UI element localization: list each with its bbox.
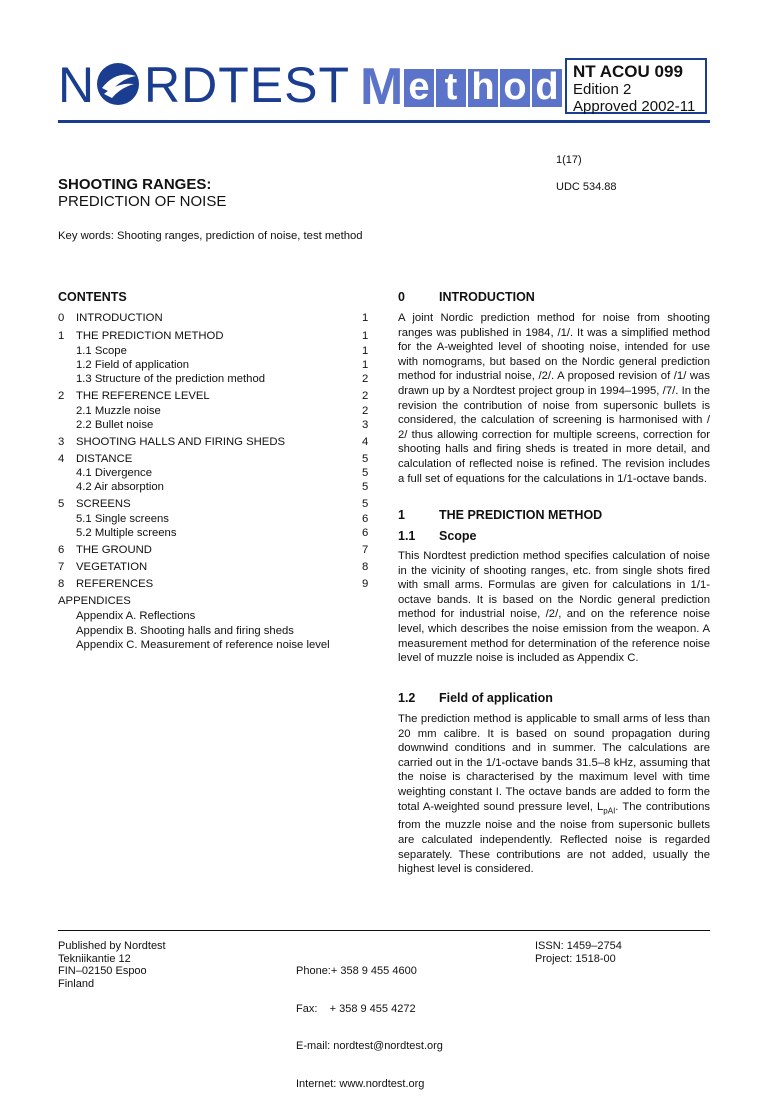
footer-issn-line: ISSN: 1459–2754 bbox=[535, 940, 622, 952]
method-letter-m: M bbox=[360, 58, 404, 116]
intro-paragraph: A joint Nordic prediction method for noise from shooting ranges was published in 1984, /1/. It was a simplified method for the A-weighted level of shooting noise, intended for use with nomograms, but based on the Nordic general prediction method for industrial noise, /2/. A proposed revision of /1/ was drawn up by a Nordtest project group in 1994–1995, /7/. In the revision the contribution of noise from supersonic bullets is considered, the calculation of screening is harmonised with / 2/ thus allowing correction for multiple screens, correction for shooting halls and firing sheds is treated in more detail, and calculation of reflected noise is refined. The revision includes a full set of equations for the calculations in 1/1-octave bands. bbox=[398, 312, 710, 485]
toc-number: 4 bbox=[58, 453, 65, 465]
toc-item-label: REFERENCES bbox=[76, 578, 154, 590]
toc-number: 1 bbox=[58, 330, 65, 342]
method-letter: h bbox=[468, 69, 498, 107]
footer-line: Tekniikantie 12 bbox=[58, 952, 131, 965]
toc-page-number: 1 bbox=[362, 330, 369, 342]
footer-line: Published by Nordtest bbox=[58, 940, 166, 952]
intro-heading: INTRODUCTION bbox=[439, 290, 535, 304]
toc-item-label: INTRODUCTION bbox=[76, 312, 163, 324]
field-heading: Field of application bbox=[439, 691, 553, 705]
document-code: NT ACOU 099 bbox=[573, 62, 683, 81]
contents-heading: CONTENTS bbox=[58, 290, 127, 304]
toc-page-number: 7 bbox=[362, 544, 369, 556]
footer-website[interactable]: Internet: www.nordtest.org bbox=[296, 1077, 425, 1090]
toc-item-label: THE REFERENCE LEVEL bbox=[76, 390, 210, 402]
nordtest-logo bbox=[58, 56, 558, 116]
scope-paragraph: This Nordtest prediction method specifies calculation of noise in the vicinity of shooting ranges, etc. from single shots fired with small arms. Formulas are given for calculations in 1/1-octave bands. It is based on the Nordic general prediction method for industrial noise, /2/, and on the reference noise level, which describes the noise emission from the weapon. A measurement method for determination of the reference noise level of muzzle noise is included as Appendix C. bbox=[398, 550, 710, 665]
method-wordmark bbox=[360, 58, 559, 116]
keywords: Key words: Shooting ranges, prediction of noise, test method bbox=[58, 230, 363, 242]
toc-number: 2 bbox=[58, 390, 65, 402]
toc-page-number: 1 bbox=[362, 312, 369, 324]
toc-page-number: 2 bbox=[362, 373, 369, 385]
toc-number: 0 bbox=[58, 312, 65, 324]
method-letter: d bbox=[532, 69, 562, 107]
scope-heading: Scope bbox=[439, 529, 477, 543]
field-number: 1.2 bbox=[398, 691, 416, 705]
toc-page-number: 2 bbox=[362, 405, 369, 417]
toc-page-number: 1 bbox=[362, 345, 369, 357]
toc-number: 6 bbox=[58, 544, 65, 556]
footer-email[interactable]: E-mail: nordtest@nordtest.org bbox=[296, 1040, 443, 1052]
section1-heading: THE PREDICTION METHOD bbox=[439, 508, 603, 522]
toc-item-label: THE PREDICTION METHOD bbox=[76, 330, 224, 342]
document-id-box bbox=[565, 58, 707, 114]
toc-page-number: 6 bbox=[362, 513, 369, 525]
field-subscript: pAI bbox=[603, 805, 616, 815]
field-text-b: . The contributions from the muzzle noise and the noise from supersonic bullets are calculated independently. Reflected noise is regarded separately. These contributions are not added, usually the highest level is considered. bbox=[398, 800, 711, 876]
method-letter: t bbox=[436, 69, 466, 107]
toc-number: 5 bbox=[58, 498, 65, 510]
toc-page-number: 1 bbox=[362, 359, 369, 371]
logo-letters-rdtest: RDTEST bbox=[144, 57, 350, 113]
toc-item-label: Appendix A. Reflections bbox=[76, 610, 196, 622]
logo-ring-icon bbox=[96, 62, 140, 106]
scope-number: 1.1 bbox=[398, 529, 416, 543]
method-letter: o bbox=[500, 69, 530, 107]
footer-phone: Phone:+ 358 9 455 4600 bbox=[296, 965, 417, 977]
toc-item-label: 1.1 Scope bbox=[76, 345, 127, 357]
toc-page-number: 9 bbox=[362, 578, 369, 590]
section1-number: 1 bbox=[398, 508, 405, 522]
toc-item-label: 5.2 Multiple screens bbox=[76, 527, 177, 539]
toc-page-number: 5 bbox=[362, 467, 369, 479]
method-letter: e bbox=[404, 69, 434, 107]
intro-number: 0 bbox=[398, 290, 405, 304]
field-paragraph bbox=[398, 712, 710, 877]
footer-fax: Fax: + 358 9 455 4272 bbox=[296, 1002, 416, 1015]
toc-item-label: APPENDICES bbox=[58, 595, 131, 607]
toc-item-label: DISTANCE bbox=[76, 453, 133, 465]
toc-item-label: Appendix B. Shooting halls and firing sheds bbox=[76, 625, 294, 637]
toc-item-label: 5.1 Single screens bbox=[76, 513, 169, 525]
toc-item-label: 2.1 Muzzle noise bbox=[76, 405, 161, 417]
document-subtitle: PREDICTION OF NOISE bbox=[58, 193, 227, 210]
footer-contact bbox=[296, 940, 443, 1103]
toc-page-number: 3 bbox=[362, 419, 369, 431]
footer-project-line: Project: 1518-00 bbox=[535, 952, 616, 965]
approved-label: Approved 2002-11 bbox=[573, 98, 696, 115]
toc-item-label: SHOOTING HALLS AND FIRING SHEDS bbox=[76, 436, 286, 448]
footer-line: Finland bbox=[58, 977, 95, 990]
toc-number: 3 bbox=[58, 436, 65, 448]
toc-item-label: VEGETATION bbox=[76, 561, 148, 573]
toc-item-label: 2.2 Bullet noise bbox=[76, 419, 154, 431]
footer-line: FIN–02150 Espoo bbox=[58, 965, 147, 977]
toc-number: 8 bbox=[58, 578, 65, 590]
logo-letter-n: N bbox=[58, 57, 96, 113]
toc-item-label: THE GROUND bbox=[76, 544, 152, 556]
document-title: SHOOTING RANGES: bbox=[58, 176, 212, 193]
udc-code: UDC 534.88 bbox=[556, 181, 617, 193]
footer-publisher bbox=[58, 940, 166, 990]
toc-item-label: SCREENS bbox=[76, 498, 131, 510]
header-rule bbox=[58, 120, 710, 123]
footer-issn bbox=[535, 940, 622, 965]
toc-page-number: 8 bbox=[362, 561, 369, 573]
toc-page-number: 5 bbox=[362, 453, 369, 465]
toc-page-number: 5 bbox=[362, 481, 369, 493]
toc-item-label: 4.2 Air absorption bbox=[76, 481, 164, 493]
toc-page-number: 4 bbox=[362, 436, 369, 448]
toc-page-number: 5 bbox=[362, 498, 369, 510]
footer-rule bbox=[58, 930, 710, 931]
page-number: 1(17) bbox=[556, 154, 582, 166]
toc-page-number: 2 bbox=[362, 390, 369, 402]
toc-item-label: Appendix C. Measurement of reference noise level bbox=[76, 639, 330, 651]
toc-page-number: 6 bbox=[362, 527, 369, 539]
edition-label: Edition 2 bbox=[573, 81, 632, 98]
toc-item-label: 4.1 Divergence bbox=[76, 467, 152, 479]
toc-item-label: 1.3 Structure of the prediction method bbox=[76, 373, 266, 385]
toc-number: 7 bbox=[58, 561, 65, 573]
toc-item-label: 1.2 Field of application bbox=[76, 359, 190, 371]
field-text-a: The prediction method is applicable to small arms of less than 20 mm calibre. It is based on sound propagation during downwind conditions and in summer. The calculations are carried out in the 1/1-octave bands 31.5–8 kHz, assuming that the noise is characterised by the maximum level with time weighting constant I. The octave bands are added to form the total A-weighted sound pressure level, L bbox=[398, 713, 710, 813]
